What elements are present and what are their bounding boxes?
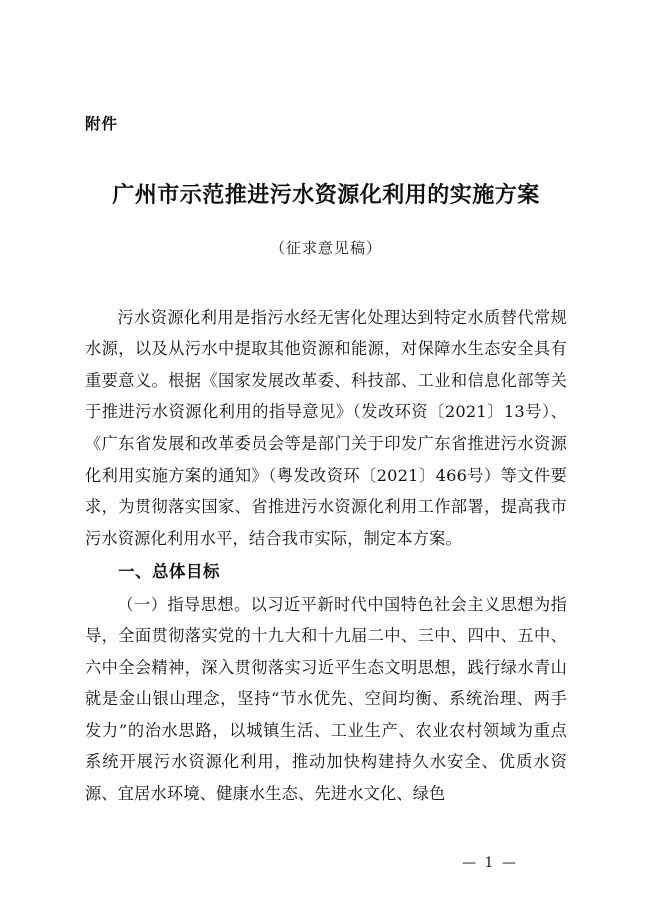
page-title: 广州市示范推进污水资源化利用的实施方案 xyxy=(112,183,540,208)
section-heading-overall-goal: 一、总体目标 xyxy=(118,562,220,582)
page-number-value: — 1 — xyxy=(462,855,518,871)
attachment-label: 附件 xyxy=(85,115,119,133)
page-number xyxy=(0,855,650,871)
guiding-ideology-paragraph: （一）指导思想。以习近平新时代中国特色社会主义思想为指导，全面贯彻落实党的十九大和十九届二中、三中、四中、五中、六中全会精神，深入贯彻落实习近平生态文明思想，践行绿水青山就是金山银山理念，坚持“节水优先、空间均衡、系统治理、两手发力”的治水思路，以城镇生活、工业生产、农业农村领域为重点系统开展污水资源化利用，推动加快构建持久水安全、优质水资源、宜居水环境、健康水生态、先进水文化、绿色 xyxy=(85,594,567,804)
intro-paragraph: 污水资源化利用是指污水经无害化处理达到特定水质替代常规水源，以及从污水中提取其他资源和能源，对保障水生态安全具有重要意义。根据《国家发展改革委、科技部、工业和信息化部等关于推进污水资源化利用的指导意见》（发改环资〔2021〕13号）、《广东省发展和改革委员会等是部门关于印发广东省推进污水资源化利用实施方案的通知》（粤发改资环〔2021〕466号）等文件要求，为贯彻落实国家、省推进污水资源化利用工作部署，提高我市污水资源化利用水平，结合我市实际，制定本方案。 xyxy=(85,307,567,548)
document-body xyxy=(85,112,567,812)
document-subtitle: （征求意见稿） xyxy=(269,238,382,257)
